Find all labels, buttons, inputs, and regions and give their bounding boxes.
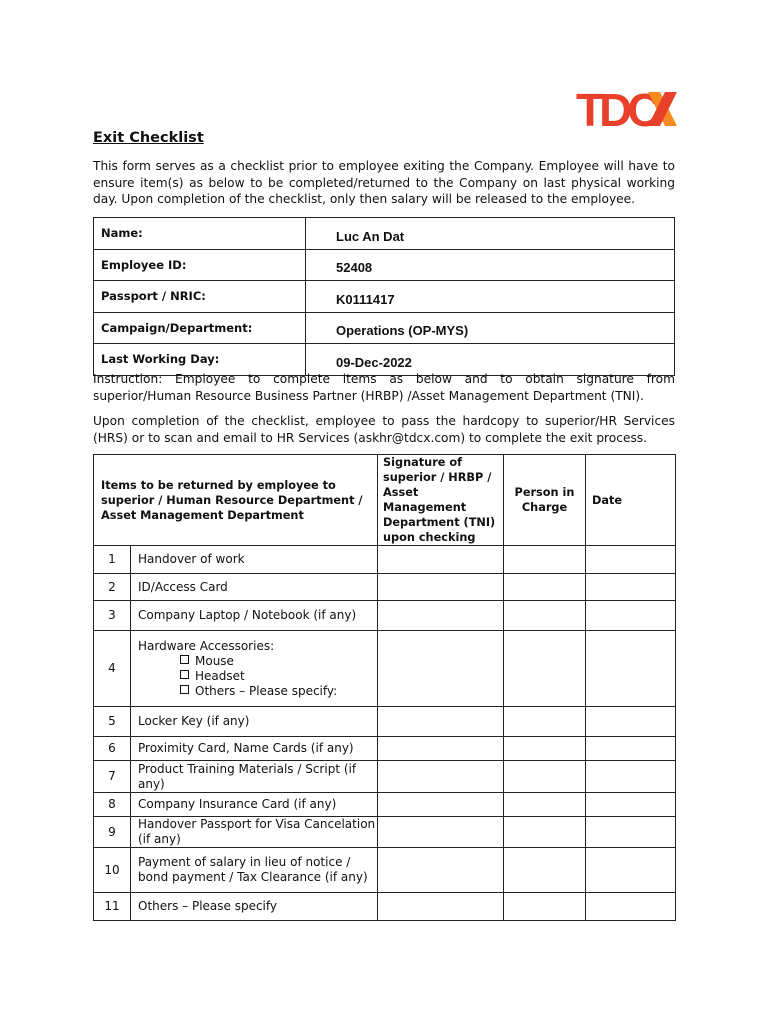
item-label: Company Insurance Card (if any) bbox=[138, 797, 337, 811]
table-row bbox=[94, 893, 676, 921]
completion-note: Upon completion of the checklist, employee to pass the hardcopy to superior/HR Services (HRS) or to scan and email to HR Services (askhr@tdcx.com) to complete the exit process. bbox=[93, 414, 675, 445]
info-row bbox=[94, 218, 675, 250]
date-cell[interactable] bbox=[586, 793, 676, 817]
person-in-charge-cell[interactable] bbox=[504, 631, 586, 707]
item-description bbox=[131, 793, 378, 817]
signature-cell[interactable] bbox=[378, 817, 504, 848]
item-number: 3 bbox=[94, 601, 131, 631]
item-label: Hardware Accessories: bbox=[138, 638, 275, 653]
table-row bbox=[94, 546, 676, 574]
person-in-charge-cell[interactable] bbox=[504, 737, 586, 761]
date-cell[interactable] bbox=[586, 707, 676, 737]
date-cell[interactable] bbox=[586, 574, 676, 601]
item-label: Locker Key (if any) bbox=[138, 714, 250, 728]
header-signature: Signature of superior / HRBP / Asset Management Department (TNI) upon checking bbox=[378, 455, 504, 546]
date-cell[interactable] bbox=[586, 546, 676, 574]
info-label: Name: bbox=[94, 218, 306, 250]
signature-cell[interactable] bbox=[378, 761, 504, 793]
item-description bbox=[131, 574, 378, 601]
date-cell[interactable] bbox=[586, 893, 676, 921]
item-number: 5 bbox=[94, 707, 131, 737]
signature-cell[interactable] bbox=[378, 574, 504, 601]
item-label: ID/Access Card bbox=[138, 579, 228, 594]
item-number: 7 bbox=[94, 761, 131, 793]
item-description bbox=[131, 817, 378, 848]
signature-cell[interactable] bbox=[378, 893, 504, 921]
info-label: Passport / NRIC: bbox=[94, 281, 306, 313]
tdcx-logo-icon bbox=[576, 86, 678, 132]
item-number: 2 bbox=[94, 574, 131, 601]
accessory-option[interactable] bbox=[138, 654, 377, 669]
header-person-in-charge: Person in Charge bbox=[504, 455, 586, 546]
item-number: 1 bbox=[94, 546, 131, 574]
item-number: 10 bbox=[94, 848, 131, 893]
date-cell[interactable] bbox=[586, 817, 676, 848]
table-row bbox=[94, 574, 676, 601]
checkbox-icon[interactable] bbox=[180, 685, 189, 694]
date-cell[interactable] bbox=[586, 601, 676, 631]
table-row bbox=[94, 848, 676, 893]
company-logo bbox=[576, 86, 678, 132]
person-in-charge-cell[interactable] bbox=[504, 707, 586, 737]
accessory-option[interactable] bbox=[138, 669, 377, 684]
signature-cell[interactable] bbox=[378, 848, 504, 893]
item-number: 9 bbox=[94, 817, 131, 848]
table-row bbox=[94, 707, 676, 737]
accessory-checklist bbox=[138, 654, 377, 699]
item-number: 4 bbox=[94, 631, 131, 707]
item-label: Handover of work bbox=[138, 552, 245, 566]
info-label: Campaign/Department: bbox=[94, 312, 306, 344]
table-row bbox=[94, 793, 676, 817]
page-title: Exit Checklist bbox=[93, 130, 204, 146]
date-cell[interactable] bbox=[586, 631, 676, 707]
item-description bbox=[131, 707, 378, 737]
person-in-charge-cell[interactable] bbox=[504, 793, 586, 817]
item-description bbox=[131, 737, 378, 761]
item-description bbox=[131, 761, 378, 793]
item-label: Payment of salary in lieu of notice / bond payment / Tax Clearance (if any) bbox=[138, 855, 368, 884]
info-label: Employee ID: bbox=[94, 249, 306, 281]
signature-cell[interactable] bbox=[378, 631, 504, 707]
person-in-charge-cell[interactable] bbox=[504, 761, 586, 793]
info-label: Last Working Day: bbox=[94, 344, 306, 376]
accessory-label: Mouse bbox=[195, 653, 234, 668]
person-in-charge-cell[interactable] bbox=[504, 893, 586, 921]
item-description bbox=[131, 631, 378, 707]
item-description bbox=[131, 848, 378, 893]
accessory-option[interactable] bbox=[138, 684, 377, 699]
table-row bbox=[94, 737, 676, 761]
employee-info-table bbox=[93, 217, 675, 376]
signature-cell[interactable] bbox=[378, 601, 504, 631]
signature-cell[interactable] bbox=[378, 737, 504, 761]
item-description bbox=[131, 601, 378, 631]
svg-text:TDC: TDC bbox=[576, 86, 656, 132]
item-number: 8 bbox=[94, 793, 131, 817]
info-value[interactable]: Luc An Dat bbox=[306, 218, 675, 250]
person-in-charge-cell[interactable] bbox=[504, 546, 586, 574]
item-label: Product Training Materials / Script (if any) bbox=[138, 761, 357, 791]
accessory-label: Others – Please specify: bbox=[195, 683, 338, 698]
person-in-charge-cell[interactable] bbox=[504, 601, 586, 631]
intro-paragraph: This form serves as a checklist prior to employee exiting the Company. Employee will have to ensure item(s) as below to be completed/returned to the Company on last physical working day. Upon completion of the checklist, only then salary will be released to the employee. bbox=[93, 159, 675, 206]
table-row bbox=[94, 817, 676, 848]
date-cell[interactable] bbox=[586, 848, 676, 893]
table-row bbox=[94, 761, 676, 793]
item-description bbox=[131, 546, 378, 574]
info-row bbox=[94, 249, 675, 281]
date-cell[interactable] bbox=[586, 761, 676, 793]
info-value[interactable]: Operations (OP-MYS) bbox=[306, 312, 675, 344]
item-number: 6 bbox=[94, 737, 131, 761]
item-label: Company Laptop / Notebook (if any) bbox=[138, 608, 357, 622]
signature-cell[interactable] bbox=[378, 546, 504, 574]
header-items: Items to be returned by employee to superior / Human Resource Department / Asset Management Department bbox=[94, 455, 378, 546]
item-label: Proximity Card, Name Cards (if any) bbox=[138, 741, 354, 755]
date-cell[interactable] bbox=[586, 737, 676, 761]
person-in-charge-cell[interactable] bbox=[504, 848, 586, 893]
info-row bbox=[94, 312, 675, 344]
person-in-charge-cell[interactable] bbox=[504, 817, 586, 848]
table-row bbox=[94, 601, 676, 631]
item-label: Others – Please specify bbox=[138, 899, 278, 913]
signature-cell[interactable] bbox=[378, 793, 504, 817]
person-in-charge-cell[interactable] bbox=[504, 574, 586, 601]
info-value[interactable]: 09-Dec-2022 bbox=[306, 344, 675, 376]
signature-cell[interactable] bbox=[378, 707, 504, 737]
info-value[interactable]: K0111417 bbox=[306, 281, 675, 313]
item-number: 11 bbox=[94, 893, 131, 921]
item-label: Handover Passport for Visa Cancelation (if any) bbox=[138, 817, 376, 846]
accessory-label: Headset bbox=[195, 668, 245, 683]
info-value[interactable]: 52408 bbox=[306, 249, 675, 281]
checkbox-icon[interactable] bbox=[180, 670, 189, 679]
header-date: Date bbox=[586, 455, 676, 546]
checklist-table bbox=[93, 454, 676, 921]
instruction-paragraph: Instruction: Employee to complete items as below and to obtain signature from superior/Human Resource Business Partner (HRBP) /Asset Management Department (TNI). bbox=[93, 372, 675, 403]
table-row bbox=[94, 631, 676, 707]
item-description bbox=[131, 893, 378, 921]
checkbox-icon[interactable] bbox=[180, 655, 189, 664]
info-row bbox=[94, 281, 675, 313]
